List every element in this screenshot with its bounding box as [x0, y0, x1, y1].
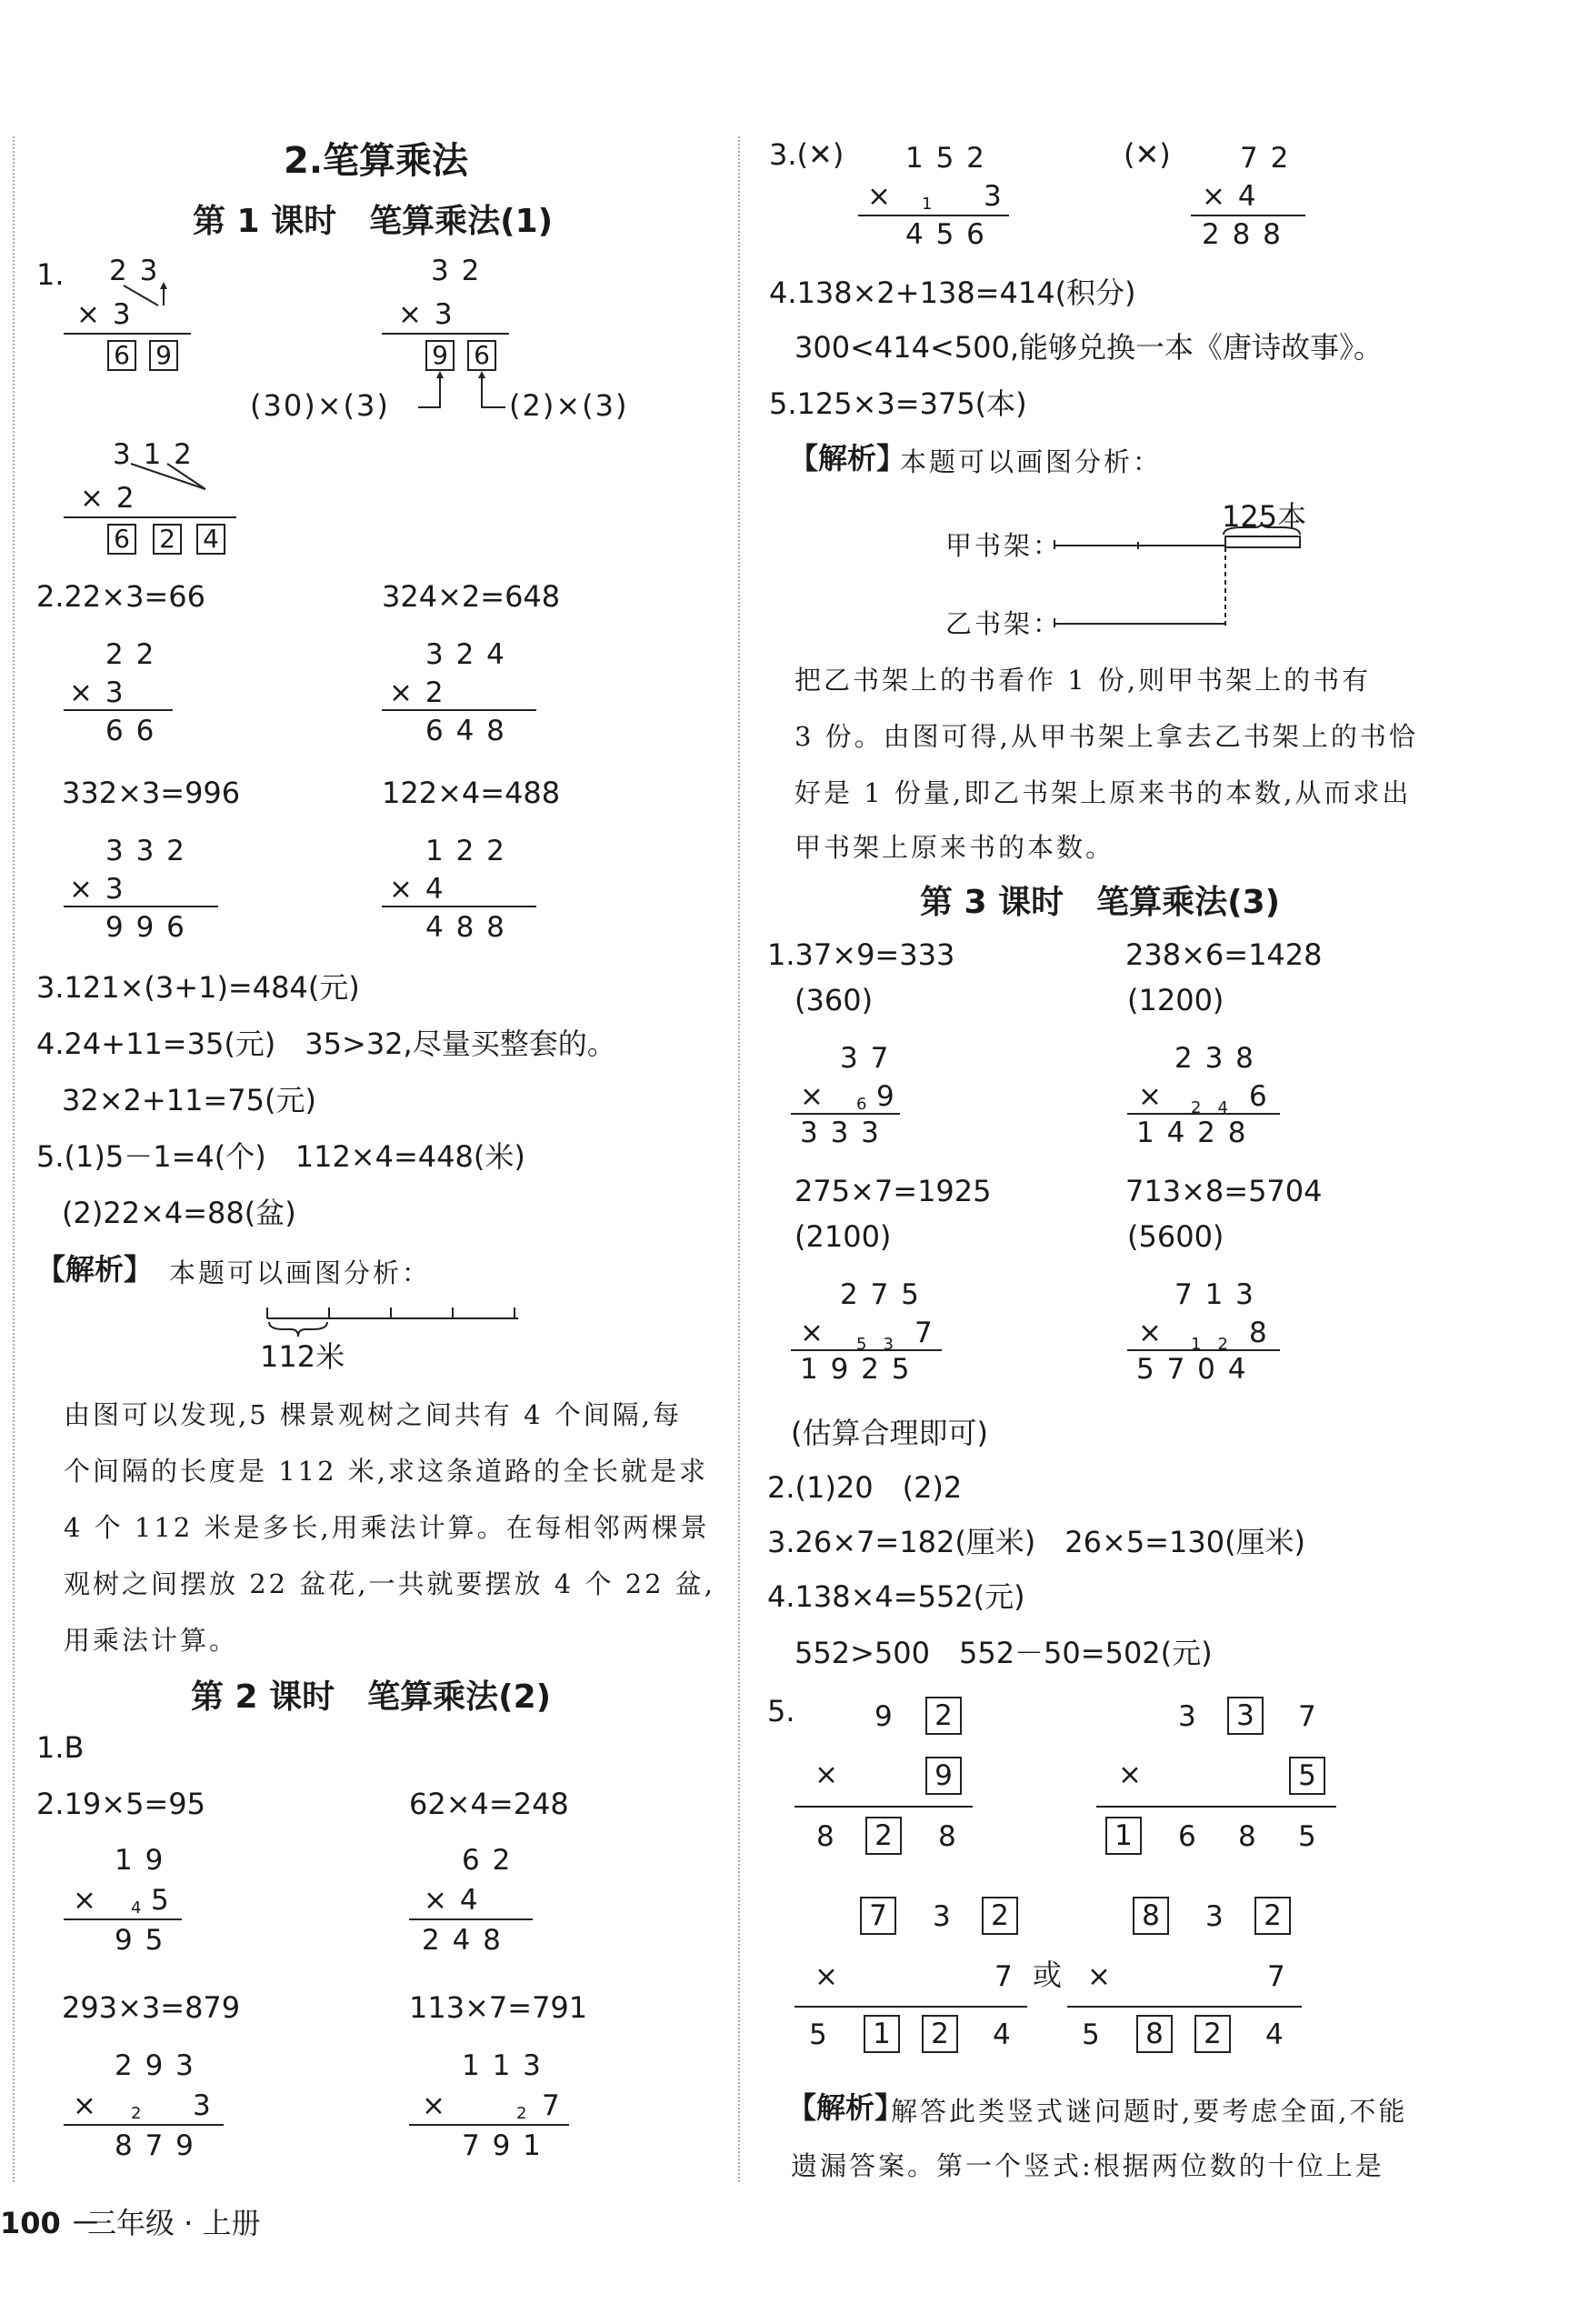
l3-q2: 2.(1)20 (2)2 [767, 1470, 963, 1505]
l1-analysis-label: 【解析】 [36, 1252, 154, 1287]
l1-q1a-top: 2 3 [109, 255, 160, 287]
l3-p4-resbox3: 2 [1194, 2015, 1231, 2053]
l2-q2d-res: 7 9 1 [462, 2129, 543, 2162]
l1-q5-line2: (2)22×4=88(盆) [62, 1196, 296, 1230]
l2-q3b-mul: × 4 [1202, 180, 1258, 213]
l3-q1a-res: 3 3 3 [800, 1117, 881, 1149]
l3-q1d-est: (5600) [1127, 1219, 1224, 1254]
lesson3-title: 第 3 课时 笔算乘法(3) [920, 884, 1281, 921]
l2-q2a-line [64, 1918, 182, 1920]
l1-q2a-line [64, 709, 173, 711]
l1-q2a-res: 6 6 [105, 715, 156, 747]
l1-analysis-intro: 本题可以画图分析： [169, 1257, 432, 1288]
l1-q1a-arrows [118, 282, 173, 309]
l2-q1: 1.B [36, 1730, 85, 1765]
l3-q1b-eq: 238×6=1428 [1125, 937, 1323, 972]
left-margin-line [13, 136, 15, 2182]
l1-q2b-res: 6 4 8 [425, 715, 506, 747]
l2-q2c-top: 2 9 3 [115, 2049, 195, 2082]
l1-q1-label: 1. [36, 257, 65, 292]
l1-q1b-line [382, 333, 509, 335]
l3-q4-line1: 4.138×4=552(元) [767, 1579, 1025, 1614]
l2-q2b-eq: 62×4=248 [409, 1787, 569, 1821]
l2-q2c-mul: × [73, 2089, 98, 2122]
l2-analysis-label: 【解析】 [789, 441, 906, 476]
l3-q1d-res: 5 7 0 4 [1136, 1353, 1248, 1386]
l2-q2a-eq: 2.19×5=95 [36, 1787, 205, 1821]
l2-q2b-top: 6 2 [462, 1844, 513, 1877]
l1-q2c-mul: × 3 [69, 873, 125, 906]
l2-analysis-line3: 好是 1 份量,即乙书架上原来书的本数,从而求出 [794, 777, 1412, 808]
l3-q1a-carry: 6 [856, 1095, 867, 1114]
l2-q2c-d: 3 [193, 2089, 213, 2122]
l1-road-diagram [264, 1302, 527, 1338]
l1-q2d-res: 4 8 8 [425, 911, 506, 944]
l3-p3-res4: 4 [993, 2018, 1013, 2051]
l3-q1a-eq: 1.37×9=333 [767, 937, 955, 972]
l1-q2a-eq: 2.22×3=66 [36, 579, 205, 614]
l2-analysis-line1: 把乙书架上的书看作 1 份,则甲书架上的书有 [794, 665, 1372, 696]
l2-q5: 5.125×3=375(本) [769, 386, 1027, 421]
l2-q2d-line [409, 2124, 569, 2126]
l1-q2c-top: 3 3 2 [105, 835, 186, 867]
l1-q2d-mul: × 4 [389, 873, 445, 906]
l3-q1c-top: 2 7 5 [840, 1278, 921, 1311]
l1-q1-note-right: (2)×(3) [509, 388, 629, 423]
l3-analysis-label: 【解析】 [787, 2090, 904, 2125]
l2-q2c-line [64, 2124, 224, 2126]
l1-q1a-box1: 6 [107, 340, 136, 371]
l1-q1b-arrows [418, 371, 518, 416]
l3-p4-mul: 7 [1267, 1960, 1287, 1993]
l3-p3-res1: 5 [809, 2018, 829, 2051]
l2-q2a-res: 9 5 [115, 1924, 165, 1957]
l2-q3a-carry: 1 [922, 195, 933, 214]
l1-q1c-top: 3 1 2 [113, 438, 194, 471]
l3-q1a-est: (360) [794, 983, 874, 1017]
l3-q4-line2: 552>500 552－50=502(元) [794, 1636, 1213, 1670]
l1-q1a-line [64, 333, 191, 335]
l1-q1b-top: 3 2 [431, 255, 482, 287]
l1-q2c-eq: 332×3=996 [62, 776, 241, 810]
l2-analysis-intro: 本题可以画图分析： [900, 446, 1163, 477]
l3-p4-top2: 3 [1205, 1900, 1225, 1933]
l2-q2d-d: 7 [542, 2089, 562, 2122]
l3-q1d-line [1127, 1349, 1280, 1351]
l3-p1-res1: 8 [816, 1820, 836, 1853]
l2-q2d-eq: 113×7=791 [409, 1990, 588, 2025]
l2-q2d-mul: × [422, 2089, 447, 2122]
l3-p1-mulbox: 9 [925, 1757, 962, 1795]
l3-analysis-line1: 解答此类竖式谜问题时,要考虑全面,不能 [891, 2096, 1408, 2127]
l2-bookshelf-diagram [1051, 522, 1314, 635]
l2-q2c-carry: 2 [131, 2104, 142, 2123]
l3-q1b-line [1127, 1113, 1280, 1115]
lesson1-title: 第 1 课时 笔算乘法(1) [193, 203, 554, 240]
lesson2-title: 第 2 课时 笔算乘法(2) [191, 1678, 552, 1716]
l2-q3a-line [858, 215, 1009, 216]
l2-q2c-eq: 293×3=879 [62, 1990, 241, 2025]
l2-q3b-mark: (✕) [1124, 137, 1171, 172]
l1-q1b-box1: 9 [425, 340, 455, 371]
l3-q1d-times: × [1138, 1317, 1164, 1349]
l3-q1b-d: 6 [1249, 1080, 1269, 1113]
l3-q1c-res: 1 9 2 5 [800, 1353, 912, 1386]
l3-q1b-top: 2 3 8 [1174, 1042, 1255, 1075]
l3-p3-top2: 3 [933, 1900, 953, 1933]
l1-q2d-eq: 122×4=488 [382, 776, 561, 810]
l3-p4-topbox3: 2 [1254, 1897, 1291, 1935]
l3-p3-mul: 7 [994, 1960, 1014, 1993]
l1-q1b-mul: × 3 [398, 298, 455, 331]
l1-q2b-top: 3 2 4 [425, 638, 506, 671]
l3-q1a-top: 3 7 [840, 1042, 891, 1075]
l3-q1a-line [791, 1113, 900, 1115]
l1-q1b-box2: 6 [467, 340, 496, 371]
l2-q2a-carry: 4 [131, 1898, 142, 1918]
l1-q2a-mul: × 3 [69, 676, 125, 709]
l3-q1c-times: × [800, 1317, 825, 1349]
l2-q2c-res: 8 7 9 [115, 2129, 195, 2162]
l3-p4-res4: 4 [1265, 2018, 1285, 2051]
l2-q3a-mark: 3.(✕) [769, 137, 844, 172]
l3-p2-res2: 6 [1178, 1820, 1198, 1853]
l2-q3b-res: 2 8 8 [1202, 218, 1283, 251]
l3-q1d-carry: 1 2 [1191, 1335, 1228, 1354]
l1-q2d-top: 1 2 2 [425, 835, 506, 867]
l3-q1b-est: (1200) [1127, 983, 1224, 1017]
l3-p2-top3: 7 [1298, 1700, 1318, 1733]
column-divider [738, 136, 740, 2182]
l1-analysis-line1: 由图可以发现,5 棵景观树之间共有 4 个间隔,每 [64, 1399, 682, 1430]
l3-p1-times: × [814, 1758, 840, 1791]
l1-analysis-line5: 用乘法计算。 [64, 1625, 239, 1656]
l3-p1-resbox: 2 [865, 1817, 902, 1855]
l1-q2b-eq: 324×2=648 [382, 579, 561, 614]
l2-q3a-top: 1 5 2 [905, 142, 986, 175]
l3-p3-topbox3: 2 [982, 1897, 1018, 1935]
l2-q3a-mul: × [867, 180, 893, 213]
l3-q1b-carry: 2 4 [1191, 1098, 1228, 1117]
l2-diagram-jia: 甲书架： [945, 530, 1063, 561]
l3-or: 或 [1033, 1958, 1063, 1992]
l2-q4-line2: 300<414<500,能够兑换一本《唐诗故事》。 [794, 330, 1384, 365]
l3-p4-resbox2: 8 [1136, 2015, 1173, 2053]
l2-q4-line1: 4.138×2+138=414(积分) [769, 275, 1136, 310]
l1-q1c-box1: 6 [107, 524, 136, 555]
l3-q1a-d: 9 [876, 1080, 896, 1113]
l2-analysis-line4: 甲书架上原来书的本数。 [794, 832, 1115, 863]
l3-q1c-line [791, 1349, 942, 1351]
l1-q2b-line [382, 709, 536, 711]
l1-q1c-arrows [127, 462, 218, 493]
l2-q2b-mul: × 4 [424, 1884, 480, 1917]
l2-q3b-top: 7 2 [1240, 142, 1291, 175]
l3-p4-line [1067, 2006, 1302, 2008]
l1-analysis-line4: 观树之间摆放 22 盆花,一共就要摆放 4 个 22 盆, [64, 1568, 716, 1599]
l3-p1-topbox: 2 [925, 1697, 962, 1735]
l1-q1-note-left: (30)×(3) [250, 388, 390, 423]
l3-p2-res3: 8 [1238, 1820, 1258, 1853]
l1-q4-line2: 32×2+11=75(元) [62, 1083, 316, 1117]
page-number: 100 － [0, 2206, 100, 2240]
l3-q1-note: (估算合理即可) [791, 1416, 988, 1450]
l3-q1c-carry: 5 3 [856, 1335, 894, 1354]
l3-q1d-d: 8 [1249, 1317, 1269, 1349]
l2-analysis-line2: 3 份。由图可得,从甲书架上拿去乙书架上的书恰 [794, 721, 1418, 752]
l3-p1-line [794, 1806, 973, 1808]
l3-q1d-top: 7 1 3 [1174, 1278, 1255, 1311]
l3-q1c-eq: 275×7=1925 [794, 1174, 992, 1208]
l3-p2-top1: 3 [1178, 1700, 1198, 1733]
l3-q1b-times: × [1138, 1080, 1164, 1113]
l3-p3-line [794, 2006, 1027, 2008]
l3-p2-topbox: 3 [1227, 1697, 1264, 1735]
l2-q2b-res: 2 4 8 [422, 1924, 503, 1957]
l3-p3-resbox3: 2 [922, 2015, 958, 2053]
l1-q2c-res: 9 9 6 [105, 911, 186, 944]
l1-diagram-label: 112米 [260, 1339, 345, 1374]
l2-q3a-res: 4 5 6 [905, 218, 986, 251]
l2-q2d-carry: 2 [516, 2104, 527, 2123]
l3-q3: 3.26×7=182(厘米) 26×5=130(厘米) [767, 1525, 1306, 1559]
l3-p2-mulbox: 5 [1289, 1757, 1325, 1795]
l2-q2a-top: 1 9 [115, 1844, 165, 1877]
l3-p3-resbox2: 1 [864, 2015, 900, 2053]
l1-q1c-mul: × 2 [80, 482, 136, 515]
l3-p3-topbox1: 7 [860, 1897, 896, 1935]
l1-q2d-line [382, 906, 536, 907]
l2-q2d-top: 1 1 3 [462, 2049, 543, 2082]
l3-p3-times: × [814, 1960, 840, 1993]
l1-q1a-box2: 9 [149, 340, 178, 371]
l1-q5-line1: 5.(1)5－1=4(个) 112×4=448(米) [36, 1139, 525, 1174]
l3-q1a-times: × [800, 1080, 825, 1113]
l1-q1c-box3: 4 [196, 524, 225, 555]
l3-analysis-line2: 遗漏答案。第一个竖式:根据两位数的十位上是 [791, 2150, 1384, 2181]
l3-p4-res1: 5 [1082, 2018, 1102, 2051]
l1-q4-line1: 4.24+11=35(元) 35>32,尽量买整套的。 [36, 1027, 616, 1061]
l2-q3b-line [1191, 215, 1305, 216]
l1-analysis-line2: 个间隔的长度是 112 米,求这条道路的全长就是求 [64, 1456, 709, 1487]
l3-p1-top1: 9 [874, 1700, 894, 1733]
l2-q2b-line [409, 1918, 533, 1920]
l3-p1-res3: 8 [938, 1820, 958, 1853]
l3-q1c-d: 7 [914, 1317, 934, 1349]
l2-q2a-mul: × [73, 1884, 98, 1917]
section-title: 2.笔算乘法 [284, 140, 469, 182]
l1-analysis-line3: 4 个 112 米是多长,用乘法计算。在每相邻两棵景 [64, 1512, 710, 1543]
l3-p2-line [1096, 1806, 1336, 1808]
l1-q2a-top: 2 2 [105, 638, 156, 671]
l1-q2b-mul: × 2 [389, 676, 445, 709]
grade-label: 三年级 · 上册 [87, 2206, 261, 2240]
l3-p2-res4: 5 [1298, 1820, 1318, 1853]
l2-q3a-d: 3 [984, 180, 1004, 213]
l1-q1a-mul: × 3 [76, 298, 133, 331]
l1-q2c-line [64, 906, 218, 907]
l3-p2-times: × [1118, 1758, 1144, 1791]
l1-q1c-box2: 2 [153, 524, 182, 555]
l3-q1d-eq: 713×8=5704 [1125, 1174, 1323, 1208]
l3-p2-resbox: 1 [1105, 1817, 1142, 1855]
l2-q2a-d: 5 [151, 1884, 171, 1917]
l3-p4-times: × [1087, 1960, 1113, 1993]
l1-q3: 3.121×(3+1)=484(元) [36, 970, 360, 1005]
l2-diagram-top: 125本 [1222, 499, 1307, 534]
l3-q1b-res: 1 4 2 8 [1136, 1117, 1248, 1149]
l3-q1c-est: (2100) [794, 1219, 892, 1254]
l2-diagram-yi: 乙书架： [945, 608, 1063, 639]
l3-q5-label: 5. [767, 1694, 795, 1728]
l3-p4-topbox1: 8 [1133, 1897, 1169, 1935]
l1-q1c-line [64, 516, 236, 518]
